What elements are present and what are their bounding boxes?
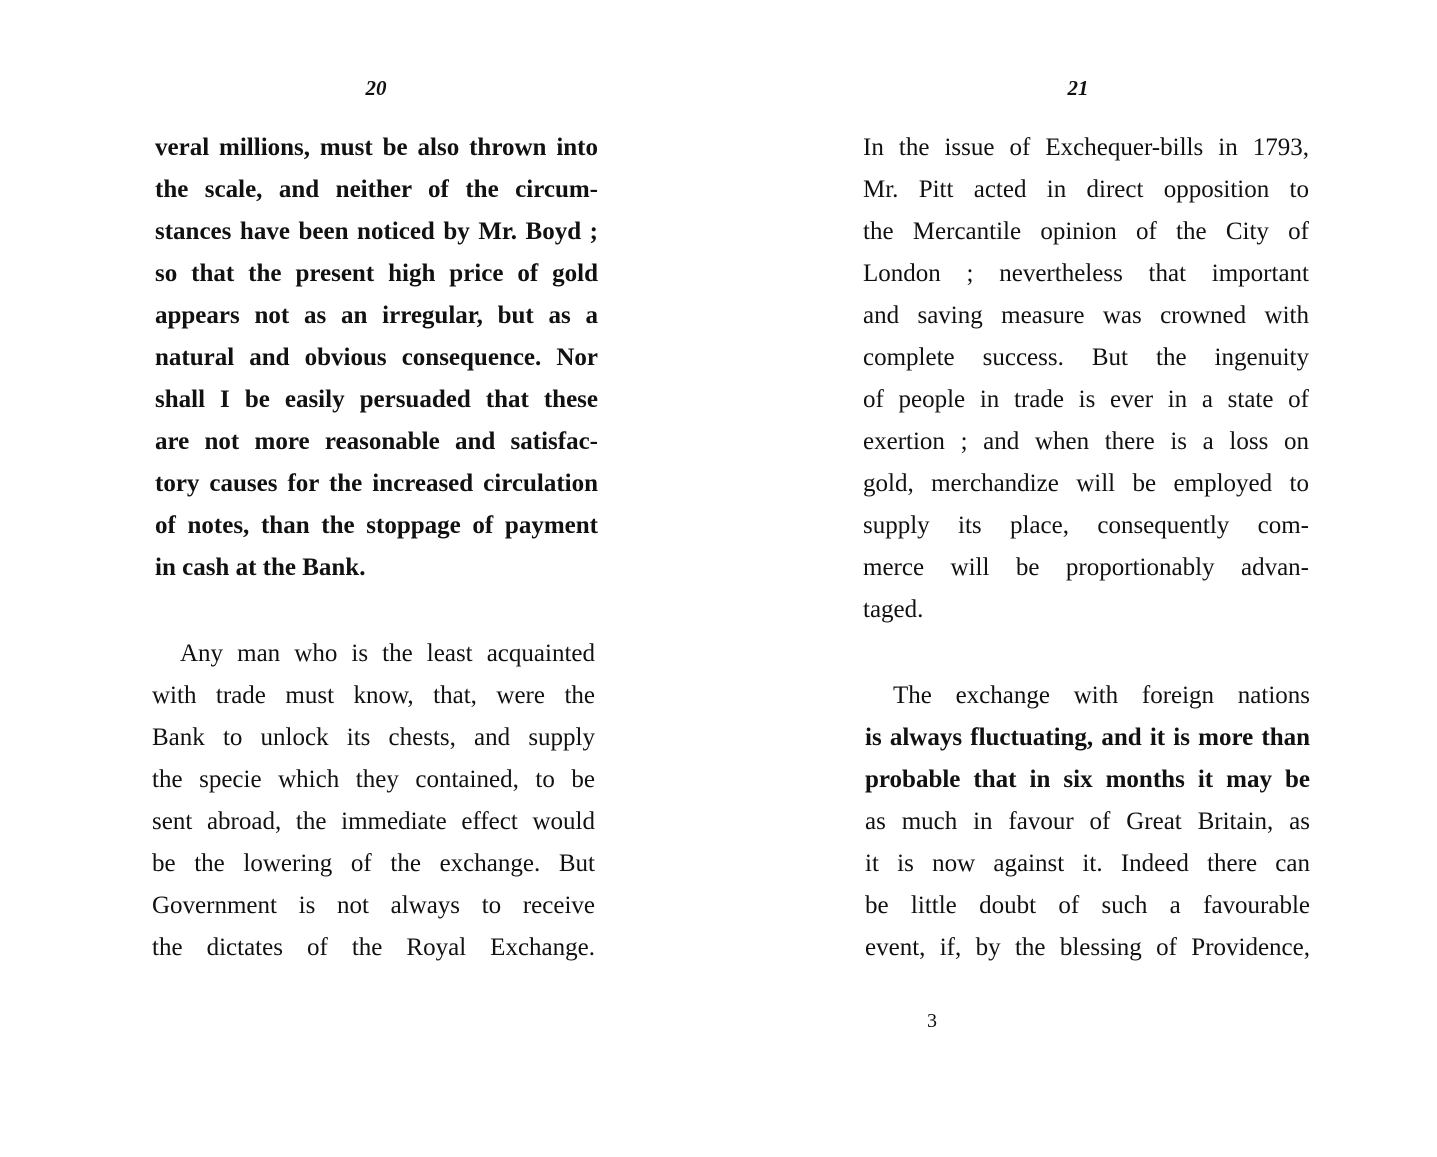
text-line: The exchange with foreign nations (893, 682, 1310, 709)
text-line: the Mercantile opinion of the City of (863, 218, 1309, 245)
text-line: stances have been noticed by Mr. Boyd ; (155, 218, 598, 245)
right-paragraph-1 (863, 127, 1309, 631)
text-line: taged. (863, 596, 924, 623)
page-number-left: 20 (365, 76, 387, 100)
right-paragraph-2 (865, 675, 1310, 969)
text-line: sent abroad, the immediate effect would (152, 808, 595, 835)
left-paragraph-2 (152, 633, 595, 969)
text-line: it is now against it. Indeed there can (865, 850, 1310, 877)
text-line: so that the present high price of gold (155, 260, 598, 287)
text-line: tory causes for the increased circulation (155, 470, 598, 497)
text-line: as much in favour of Great Britain, as (865, 808, 1310, 835)
text-line: complete success. But the ingenuity (863, 344, 1309, 371)
text-line: the dictates of the Royal Exchange. (152, 934, 595, 961)
text-line: are not more reasonable and satisfac- (155, 428, 598, 455)
text-line: and saving measure was crowned with (863, 302, 1309, 329)
text-line: gold, merchandize will be employed to (863, 470, 1309, 497)
text-line: the specie which they contained, to be (152, 766, 595, 793)
text-line: natural and obvious consequence. Nor (155, 344, 598, 371)
text-line: Government is not always to receive (152, 892, 595, 919)
text-line: Bank to unlock its chests, and supply (152, 724, 595, 751)
text-line: shall I be easily persuaded that these (155, 386, 598, 413)
text-line: probable that in six months it may be (865, 766, 1310, 793)
text-line: merce will be proportionably advan- (863, 554, 1309, 581)
text-line: London ; nevertheless that important (863, 260, 1309, 287)
left-page (0, 0, 718, 1157)
text-line: with trade must know, that, were the (152, 682, 595, 709)
text-line: exertion ; and when there is a loss on (863, 428, 1309, 455)
text-line: be little doubt of such a favourable (865, 892, 1310, 919)
text-line: Mr. Pitt acted in direct opposition to (863, 176, 1309, 203)
right-page (718, 0, 1437, 1157)
text-line: the scale, and neither of the circum- (155, 176, 598, 203)
left-paragraph-1 (155, 127, 598, 589)
text-line: Any man who is the least acquainted (180, 640, 595, 667)
text-line: In the issue of Exchequer-bills in 1793, (863, 134, 1309, 161)
text-line: veral millions, must be also thrown into (155, 134, 598, 161)
text-line: is always fluctuating, and it is more than (865, 724, 1310, 751)
text-line: of notes, than the stoppage of payment (155, 512, 598, 539)
text-line: appears not as an irregular, but as a (155, 302, 598, 329)
text-line: in cash at the Bank. (155, 554, 366, 581)
page-number-right: 21 (1067, 76, 1089, 100)
text-line: event, if, by the blessing of Providence, (865, 934, 1310, 961)
text-line: supply its place, consequently com- (863, 512, 1309, 539)
text-line: of people in trade is ever in a state of (863, 386, 1309, 413)
text-line: be the lowering of the exchange. But (152, 850, 595, 877)
signature-mark: 3 (927, 1010, 937, 1032)
